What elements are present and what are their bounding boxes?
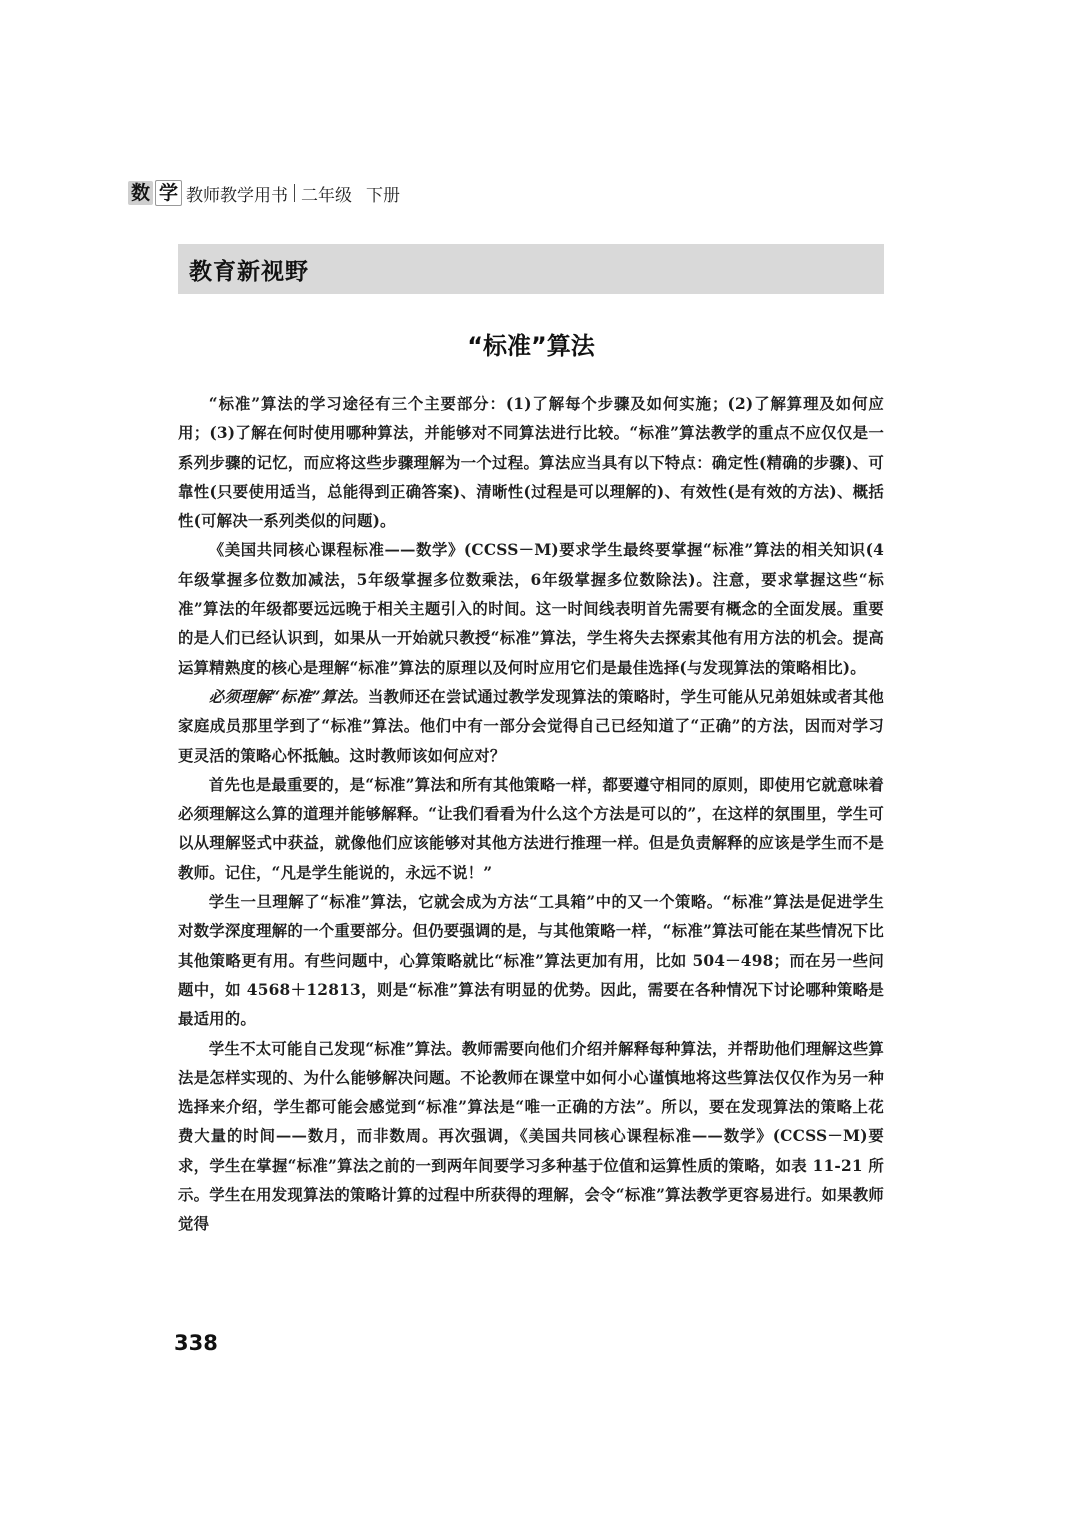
paragraph-text: 首先也是最重要的，是“标准”算法和所有其他策略一样，都要遵守相同的原则，即使用它就意味着必须理解这么算的道理并能够解释。“让我们看看为什么这个方法是可以的”，在这样的氛围里，学生可以从理解竖式中获益，就像他们应该能够对其他方法进行推理一样。但是负责解释的应该是学生而不是教师。记住，“凡是学生能说的，永远不说！” <box>178 775 884 882</box>
subject-char-1: 数 <box>128 181 153 205</box>
section-title: 教育新视野 <box>189 258 309 285</box>
article-title: “标准”算法 <box>467 332 595 360</box>
paragraph <box>178 683 884 771</box>
paragraph-text: 《美国共同核心课程标准——数学》(CCSS－M)要求学生最终要掌握“标准”算法的相关知识(4年级掌握多位数加减法，5年级掌握多位数乘法，6年级掌握多位数除法)。注意，要求掌握这些“标准”算法的年级都要远远晚于相关主题引入的时间。这一时间线表明首先需要有概念的全面发展。重要的是人们已经认识到，如果从一开始就只教授“标准”算法，学生将失去探索其他有用方法的机会。提高运算精熟度的核心是理解“标准”算法的原理以及何时应用它们是最佳选择(与发现算法的策略相比)。 <box>178 541 884 677</box>
subject-badge <box>128 180 182 206</box>
header-separator <box>294 184 295 202</box>
book-title: 教师教学用书 <box>186 185 289 206</box>
paragraph <box>178 1035 884 1240</box>
paragraph-text: 当教师还在尝试通过教学发现算法的策略时，学生可能从兄弟姐妹或者其他家庭成员那里学到了“标准”算法。他们中有一部分会觉得自己已经知道了“正确”的方法，因而对学习更灵活的策略心怀抵触。这时教师该如何应对？ <box>178 687 885 765</box>
subject-char-2: 学 <box>155 180 182 206</box>
running-header <box>128 176 400 210</box>
paragraph <box>178 771 884 888</box>
paragraph <box>178 536 884 682</box>
paragraph-text: 学生一旦理解了“标准”算法，它就会成为方法“工具箱”中的又一个策略。“标准”算法是促进学生对数学深度理解的一个重要部分。但仍要强调的是，与其他策略一样，“标准”算法可能在某些情况下比其他策略更有用。有些问题中，心算策略就比“标准”算法更加有用，比如 504－498；而在另一些问题中，如 4568＋12813，则是“标准”算法有明显的优势。因此，需要在各种情况下讨论哪种策略是最适用的。 <box>178 893 884 1029</box>
paragraph-text: “标准”算法的学习途径有三个主要部分：(1)了解每个步骤及如何实施；(2)了解算理及如何应用；(3)了解在何时使用哪种算法，并能够对不同算法进行比较。“标准”算法教学的重点不应仅仅是一系列步骤的记忆，而应将这些步骤理解为一个过程。算法应当具有以下特点：确定性(精确的步骤)、可靠性(只要使用适当，总能得到正确答案)、清晰性(过程是可以理解的)、有效性(是有效的方法)、概括性(可解决一系列类似的问题)。 <box>178 395 884 531</box>
paragraph-text: 学生不太可能自己发现“标准”算法。教师需要向他们介绍并解释每种算法，并帮助他们理解这些算法是怎样实现的、为什么能够解决问题。不论教师在课堂中如何小心谨慎地将这些算法仅仅作为另一种选择来介绍，学生都可能会感觉到“标准”算法是“唯一正确的方法”。所以，要在发现算法的策略上花费大量的时间——数月，而非数周。再次强调，《美国共同核心课程标准——数学》(CCSS－M)要求，学生在掌握“标准”算法之前的一到两年间要学习多种基于位值和运算性质的策略，如表 11-21 所示。学生在用发现算法的策略计算的过程中所获得的理解，会令“标准”算法教学更容易进行。如果教师觉得 <box>178 1039 884 1234</box>
paragraph-lead: 必须理解“标准”算法。 <box>208 687 368 706</box>
grade-label: 二年级 <box>301 185 353 206</box>
volume-label: 下册 <box>366 185 401 206</box>
paragraph <box>178 888 884 1034</box>
section-banner <box>178 244 884 294</box>
page-number: 338 <box>174 1331 218 1355</box>
article-body <box>178 390 884 1240</box>
paragraph <box>178 390 884 536</box>
